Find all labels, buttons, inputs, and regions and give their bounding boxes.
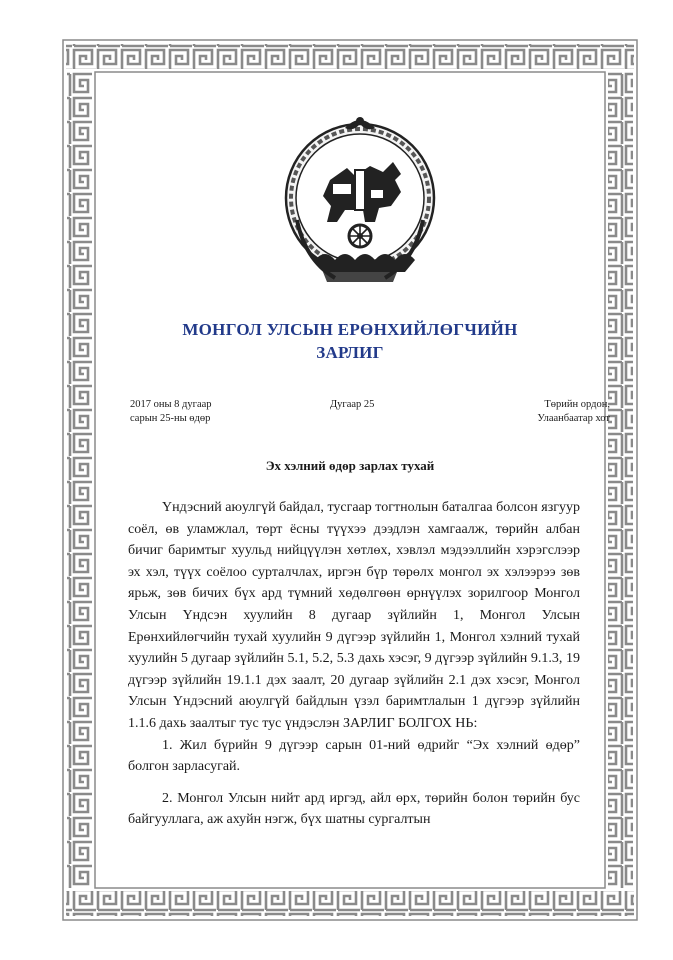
decree-body: [128, 497, 580, 831]
body-paragraph-1: Үндэсний аюулгүй байдал, тусгаар тогтнолын баталгаа болсон язгуур соёл, өв уламжлал, төрт ёсны түүхээ дээдлэн хамгаалж, төрийн албан бичиг баримтыг хуульд нийцүүлэн хөтлөх, хэвлэл мэдээллийн хэрэгслээр эх хэл, түүх соёлоо сурталчлах, иргэн бүр төрөлх монгол эх хэлээрээ зөв ярьж, зөв бичих бүх ард түмний хөдөлгөөн өрнүүлэх зорилгоор Монгол Улсын Үндсэн хуулийн 8 дугаар зүйлийн 1, Монгол Улсын Ерөнхийлөгчийн тухай хуулийн 9 дүгээр зүйлийн 1, Монгол хэлний тухай хуулийн 5 дугаар зүйлийн 5.1, 5.2, 5.3 дахь хэсэг, 9 дүгээр зүйлийн 9.1.3, 19 дүгээр зүйлийн 19.1.1 дэх заалт, 20 дугаар зүйлийн 2.1 дэх хэсэг, Монгол Улсын Үндэсний аюулгүй байдлын үзэл баримтлалын 1 дүгээр зүйлийн 1.1.6 дахь заалтыг тус тус үндэслэн ЗАРЛИГ БОЛГОХ НЬ:: [128, 500, 580, 731]
place-line-1: Төрийн ордон,: [544, 399, 610, 410]
decree-date: [130, 398, 212, 426]
body-item-2: 2. Монгол Улсын нийт ард иргэд, айл өрх, төрийн болон төрийн бус байгууллага, аж ахуйн нэгж, бүх шатны сургалтын: [128, 790, 580, 828]
date-line-1: 2017 оны 8 дугаар: [130, 399, 212, 410]
decree-subject: Эх хэлний өдөр зарлах тухай: [265, 458, 435, 473]
decree-place: [470, 398, 610, 426]
body-item-1: 1. Жил бүрийн 9 дүгээр сарын 01-ний өдрийг “Эх хэлний өдөр” болгон зарласугай.: [128, 737, 580, 775]
decree-title: [100, 318, 600, 364]
title-line-2: ЗАРЛИГ: [316, 343, 384, 362]
title-line-1: МОНГОЛ УЛСЫН ЕРӨНХИЙЛӨГЧИЙН: [182, 320, 518, 339]
state-emblem-icon: [275, 110, 445, 290]
place-line-2: Улаанбаатар хот: [537, 413, 610, 424]
date-line-2: сарын 25-ны өдөр: [130, 413, 211, 424]
decree-number: Дугаар 25: [330, 399, 375, 410]
